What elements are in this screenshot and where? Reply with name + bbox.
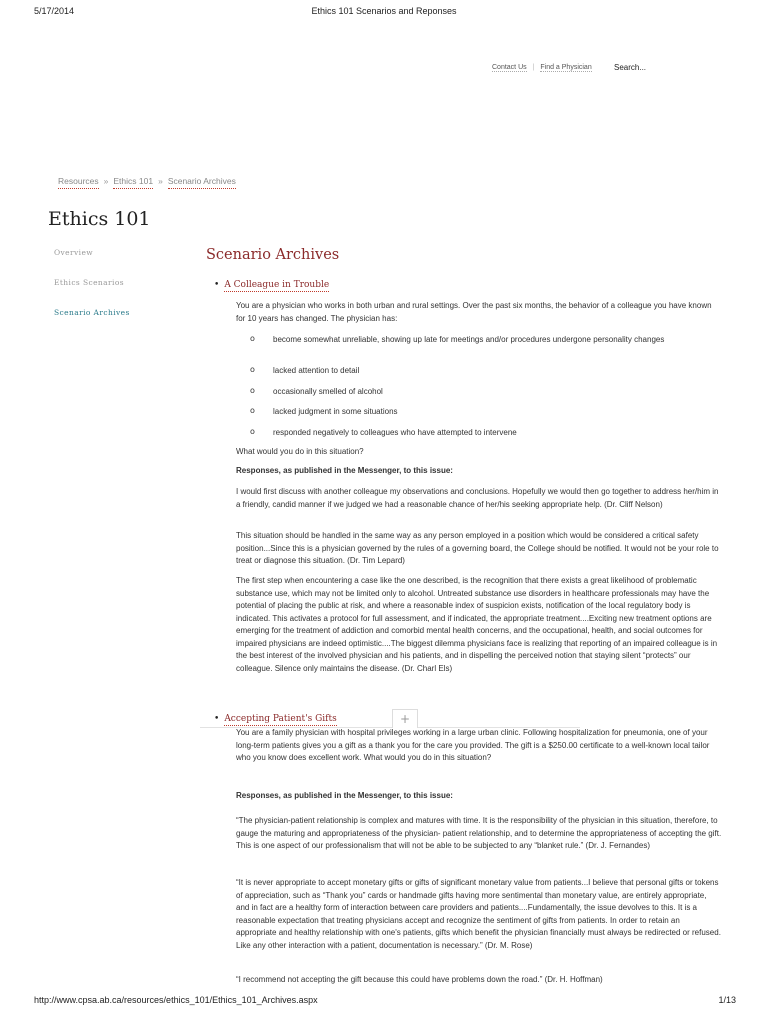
response-text: I would first discuss with another colleague my observations and conclusions. Hopefully we would then go together to address her/him in a friendly, candid manner if we judged we had a reasonable chance of her/his seeking appropriate help. (Dr. Cliff Nelson) (236, 487, 719, 509)
print-url: http://www.cpsa.ab.ca/resources/ethics_101/Ethics_101_Archives.aspx (34, 995, 318, 1005)
response-text: “The physician-patient relationship is complex and matures with time. It is the responsibility of the physician in this situation, therefore, to gauge the maturing and appropriateness of the physician- patient relationship, and to determine the appropriateness of accepting the gift. This is one aspect of our professionalism that will not be able to be subjected to any “blanket rule.” (Dr. J. Fernandes) (236, 816, 722, 850)
sidenav-item-overview[interactable]: Overview (54, 248, 94, 257)
circle-bullet-icon: o (250, 406, 255, 415)
circle-bullet-icon: o (250, 386, 255, 395)
list-item-text: become somewhat unreliable, showing up late for meetings and/or procedures undergone personality changes (273, 335, 665, 344)
print-page-number: 1/13 (718, 995, 736, 1005)
scenario-intro: You are a family physician with hospital privileges working in a large urban clinic. Following hospitalization for pneumonia, one of your long-term patients gives you a gift as a thank you for the care you provided. The gift is a $250.00 certificate to a well-known local tailor who you know does excellent work. What would you do in this situation? (236, 728, 710, 762)
circle-bullet-icon: o (250, 365, 255, 374)
responses-heading: Responses, as published in the Messenger, to this issue: (236, 466, 453, 475)
site-title: Ethics 101 (48, 208, 151, 230)
scenario-intro: You are a physician who works in both urban and rural settings. Over the past six months, the behavior of a colleague you have known for 10 years has changed. The physician has: (236, 301, 712, 323)
link-separator: | (532, 64, 535, 71)
breadcrumb-resources[interactable]: Resources (58, 176, 99, 189)
list-item-text: lacked judgment in some situations (273, 407, 398, 416)
scenario-title-gifts[interactable] (214, 714, 337, 724)
list-item-text: responded negatively to colleagues who have attempted to intervene (273, 428, 517, 437)
search-input[interactable]: Search... (614, 63, 647, 72)
contact-us-link[interactable]: Contact Us (492, 64, 527, 71)
breadcrumb (58, 176, 236, 186)
breadcrumb-separator: » (158, 176, 163, 186)
list-item-text: occasionally smelled of alcohol (273, 387, 383, 396)
scenario-link[interactable]: Accepting Patient's Gifts (224, 714, 337, 724)
sidenav-item-ethics-scenarios[interactable]: Ethics Scenarios (54, 278, 124, 287)
expand-plus-button[interactable]: + (392, 709, 418, 728)
bullet-icon: • (214, 714, 220, 724)
circle-bullet-icon: o (250, 427, 255, 436)
scenario-question: What would you do in this situation? (236, 447, 364, 456)
breadcrumb-separator: » (103, 176, 109, 186)
scenario-title-colleague[interactable] (214, 280, 329, 290)
find-physician-link[interactable]: Find a Physician (540, 64, 592, 71)
response-text: “I recommend not accepting the gift because this could have problems down the road.” (Dr. H. Hoffman) (236, 975, 603, 984)
print-title: Ethics 101 Scenarios and Reponses (311, 6, 457, 16)
page-title: Scenario Archives (206, 247, 340, 263)
breadcrumb-scenario-archives[interactable]: Scenario Archives (168, 176, 236, 189)
print-date: 5/17/2014 (34, 6, 75, 16)
list-item-text: lacked attention to detail (273, 366, 360, 375)
top-utility-links (492, 64, 592, 71)
response-text: “It is never appropriate to accept monetary gifts or gifts of significant monetary value from patients...I believe that personal gifts or tokens of appreciation, such as “Thank you” cards or handmade gifts having more sentimental than monetary value, are entirely appropriate, and in fact are a healthy form of interaction between care providers and patients....Fundamentally, the issue devolves to this. It is a reasonable expectation that treating physicians accept and recognize the sentiment of gifts from patients. In order to retain an appropriate and healthy relationship with one's patients, gifts which benefit the physician financially must always be redirected or refused. Like any other interaction with a patient, documentation is necessary.” (Dr. M. Rose) (236, 878, 721, 950)
breadcrumb-ethics-101[interactable]: Ethics 101 (113, 176, 153, 189)
side-navigation (54, 248, 130, 338)
scenario-link[interactable]: A Colleague in Trouble (224, 280, 330, 290)
bullet-icon: • (214, 280, 220, 290)
response-text: This situation should be handled in the same way as any person employed in a position which would be considered a critical safety position...Since this is a physician governed by the rules of a governing board, the College should be notified. It would not be your role to treat or diagnose this situation. (Dr. Tim Lepard) (236, 531, 719, 565)
response-text: The first step when encountering a case like the one described, is the recognition that there exists a great likelihood of problematic substance use, which may not be limited only to alcohol. Untreated substance use disorders in healthcare professionals may have the potential of placing the public at risk, and where a reasonable index of suspicion exists, notification of the local regulatory body is indicated. This activates a protocol for full assessment, and if indicated, the appropriate treatment....Exciting new treatment options are emerging for the treatment of addiction and comorbid mental health concerns, and the occupational, health, and social outcomes for impaired physicians are indeed optimistic....The biggest dilemma physicians face is realizing that reporting of an impaired colleague is in the best interest of the involved physician and his patients, and in dispelling the perceived notion that staying silent “protects” our colleague. Silence only maintains the disease. (Dr. Charl Els) (236, 576, 718, 673)
sidenav-item-scenario-archives[interactable]: Scenario Archives (54, 308, 130, 317)
circle-bullet-icon: o (250, 334, 255, 343)
responses-heading: Responses, as published in the Messenger, to this issue: (236, 791, 453, 800)
